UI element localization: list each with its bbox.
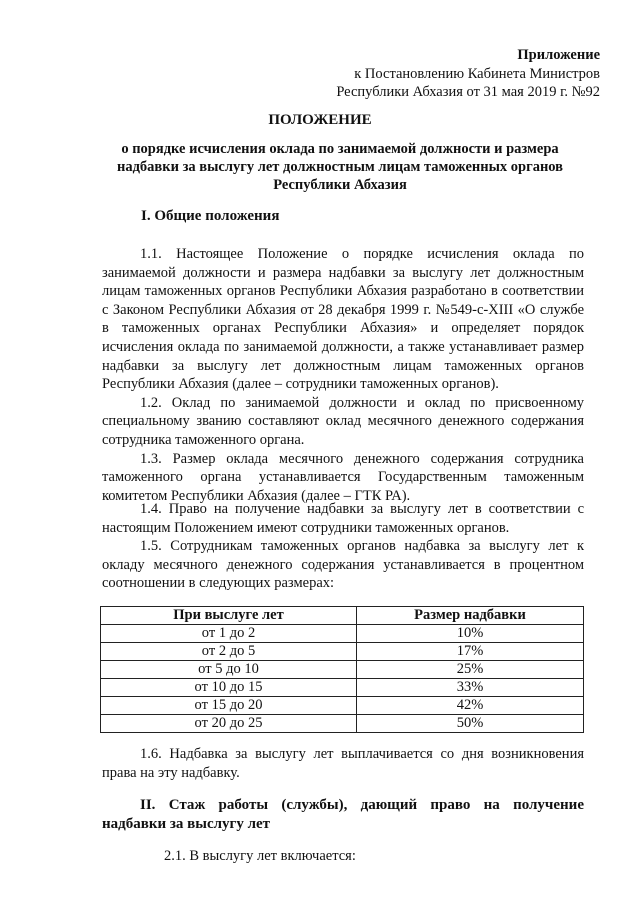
table-row [101,679,584,697]
allowance-cell: 42% [357,697,584,715]
table-row [101,625,584,643]
paragraph-1-5: 1.5. Сотрудникам таможенных органов надбавка за выслугу лет к окладу месячного денежного содержания устанавливается в процентном соотношении в следующих размерах: [102,538,584,592]
allowance-cell: 17% [357,643,584,661]
column-header-allowance-size: Размер надбавки [357,607,584,625]
paragraph-1-1: 1.1. Настоящее Положение о порядке исчисления оклада по занимаемой должности и размера надбавки за выслугу лет должностным лицам таможенных органов Республики Абхазия разработано в соответствии с Законом Республики Абхазия от 28 декабря 1999 г. №549-с-XIII «О службе в таможенных органах Республики Абхазия» и определяет порядок исчисления оклада по занимаемой должности, а также устанавливает размер надбавки за выслугу лет должностным лицам таможенных органов Республики Абхазия (далее – сотрудники таможенных органов). [102,246,584,393]
table-row [101,661,584,679]
allowance-cell: 25% [357,661,584,679]
allowance-cell: 33% [357,679,584,697]
document-title: ПОЛОЖЕНИЕ [268,112,372,128]
table-header-row [101,607,584,625]
section-1-body [102,245,584,505]
allowance-cell: 10% [357,625,584,643]
section-2-heading: II. Стаж работы (службы), дающий право на получение надбавки за выслугу лет [102,797,584,832]
allowance-table [100,606,584,733]
appendix-reference-line2: Республики Абхазия от 31 мая 2019 г. №92 [336,84,600,100]
appendix-reference-line1: к Постановлению Кабинета Министров [354,66,600,82]
section-1-heading: I. Общие положения [141,208,280,224]
paragraph-2-1: 2.1. В выслугу лет включается: [164,848,356,864]
service-years-cell: от 20 до 25 [101,715,357,733]
appendix-title: Приложение [517,47,600,63]
section-1-final [102,745,584,782]
paragraph-1-2: 1.2. Оклад по занимаемой должности и оклад по присвоенному специальному званию составляют оклад месячного денежного содержания сотрудника таможенного органа. [102,394,584,448]
paragraph-1-4: 1.4. Право на получение надбавки за выслугу лет в соответствии с настоящим Положением имеют сотрудники таможенных органов. [102,501,584,536]
table-row [101,697,584,715]
document-subtitle: о порядке исчисления оклада по занимаемой должности и размера надбавки за выслугу лет должностным лицам таможенных органов Республики Абхазия [116,141,564,193]
paragraph-1-3: 1.3. Размер оклада месячного денежного содержания сотрудника таможенного органа устанавливается Государственным таможенным комитетом Республики Абхазия (далее – ГТК РА). [102,450,584,504]
service-years-cell: от 5 до 10 [101,661,357,679]
table-row [101,715,584,733]
service-years-cell: от 15 до 20 [101,697,357,715]
allowance-cell: 50% [357,715,584,733]
table-row [101,643,584,661]
column-header-service-years: При выслуге лет [101,607,357,625]
service-years-cell: от 1 до 2 [101,625,357,643]
service-years-cell: от 2 до 5 [101,643,357,661]
section-1-body-continued [102,500,584,593]
paragraph-1-6: 1.6. Надбавка за выслугу лет выплачивается со дня возникновения права на эту надбавку. [102,746,584,781]
service-years-cell: от 10 до 15 [101,679,357,697]
